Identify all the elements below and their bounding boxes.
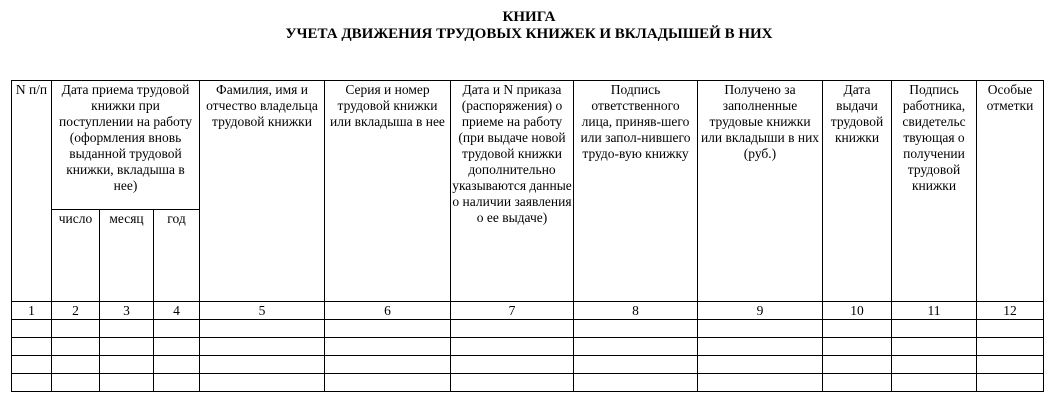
column-number: 3: [100, 302, 154, 320]
column-number: 4: [154, 302, 200, 320]
column-number: 6: [325, 302, 451, 320]
table-cell: [698, 338, 823, 356]
table-cell: [52, 356, 100, 374]
table-cell: [823, 320, 892, 338]
table-cell: [451, 338, 574, 356]
column-number-row: [12, 302, 1044, 320]
header-day: число: [52, 210, 100, 302]
table-cell: [574, 338, 698, 356]
table-cell: [325, 320, 451, 338]
column-number: 11: [892, 302, 977, 320]
table-cell: [325, 338, 451, 356]
table-cell: [823, 356, 892, 374]
table-row: [12, 374, 1044, 392]
table-cell: [823, 338, 892, 356]
table-cell: [100, 338, 154, 356]
table-cell: [200, 338, 325, 356]
book-subtitle: УЧЕТА ДВИЖЕНИЯ ТРУДОВЫХ КНИЖЕК И ВКЛАДЫШЕЙ В НИХ: [285, 26, 773, 42]
column-number: 10: [823, 302, 892, 320]
table-cell: [892, 338, 977, 356]
table-cell: [451, 356, 574, 374]
header-month: месяц: [100, 210, 154, 302]
table-cell: [892, 374, 977, 392]
table-cell: [698, 356, 823, 374]
table-cell: [451, 320, 574, 338]
table-cell: [12, 356, 52, 374]
table-cell: [977, 338, 1044, 356]
table-cell: [12, 374, 52, 392]
table-cell: [325, 356, 451, 374]
blank-entry-rows: [12, 320, 1044, 392]
header-order-date-number: Дата и N приказа (распоряжения) о приеме на работу (при выдаче новой трудовой книжки дополнительно указываются данные о наличии заявления о ее выдаче): [451, 81, 574, 302]
table-cell: [200, 320, 325, 338]
table-cell: [100, 356, 154, 374]
header-owner-name: Фамилия, имя и отчество владельца трудовой книжки: [200, 81, 325, 302]
header-year: год: [154, 210, 200, 302]
table-cell: [52, 338, 100, 356]
table-cell: [451, 374, 574, 392]
table-cell: [200, 356, 325, 374]
table-cell: [12, 338, 52, 356]
table-cell: [892, 356, 977, 374]
table-cell: [574, 320, 698, 338]
table-cell: [154, 338, 200, 356]
table-cell: [698, 374, 823, 392]
table-cell: [325, 374, 451, 392]
header-amount-received: Получено за заполненные трудовые книжки или вкладыши в них (руб.): [698, 81, 823, 302]
column-number: 1: [12, 302, 52, 320]
header-employee-signature: Подпись работника, свидетельс твующая о получении трудовой книжки: [892, 81, 977, 302]
column-number: 5: [200, 302, 325, 320]
table-cell: [823, 374, 892, 392]
table-cell: [154, 320, 200, 338]
column-number: 12: [977, 302, 1044, 320]
book-title: КНИГА: [502, 9, 556, 25]
table-cell: [52, 320, 100, 338]
table-cell: [154, 356, 200, 374]
table-cell: [100, 374, 154, 392]
labor-book-table: [11, 80, 1044, 392]
table-cell: [977, 356, 1044, 374]
column-number: 9: [698, 302, 823, 320]
header-number: N п/п: [12, 81, 52, 302]
column-number: 2: [52, 302, 100, 320]
table-row: [12, 338, 1044, 356]
column-number: 8: [574, 302, 698, 320]
table-cell: [154, 374, 200, 392]
column-number: 7: [451, 302, 574, 320]
table-cell: [892, 320, 977, 338]
header-responsible-signature: Подпись ответственного лица, приняв-шего или запол-нившего трудо-вую книжку: [574, 81, 698, 302]
table-cell: [100, 320, 154, 338]
table-cell: [574, 356, 698, 374]
header-issue-date: Дата выдачи трудовой книжки: [823, 81, 892, 302]
table-cell: [977, 374, 1044, 392]
table-cell: [977, 320, 1044, 338]
table-cell: [200, 374, 325, 392]
header-special-notes: Особые отметки: [977, 81, 1044, 302]
header-receipt-date: Дата приема трудовой книжки при поступлении на работу (оформления вновь выданной трудовой книжки, вкладыша в нее): [52, 81, 200, 210]
table-cell: [698, 320, 823, 338]
table-row: [12, 356, 1044, 374]
header-series-number: Серия и номер трудовой книжки или вкладыша в нее: [325, 81, 451, 302]
table-row: [12, 320, 1044, 338]
table-cell: [12, 320, 52, 338]
table-cell: [52, 374, 100, 392]
table-cell: [574, 374, 698, 392]
